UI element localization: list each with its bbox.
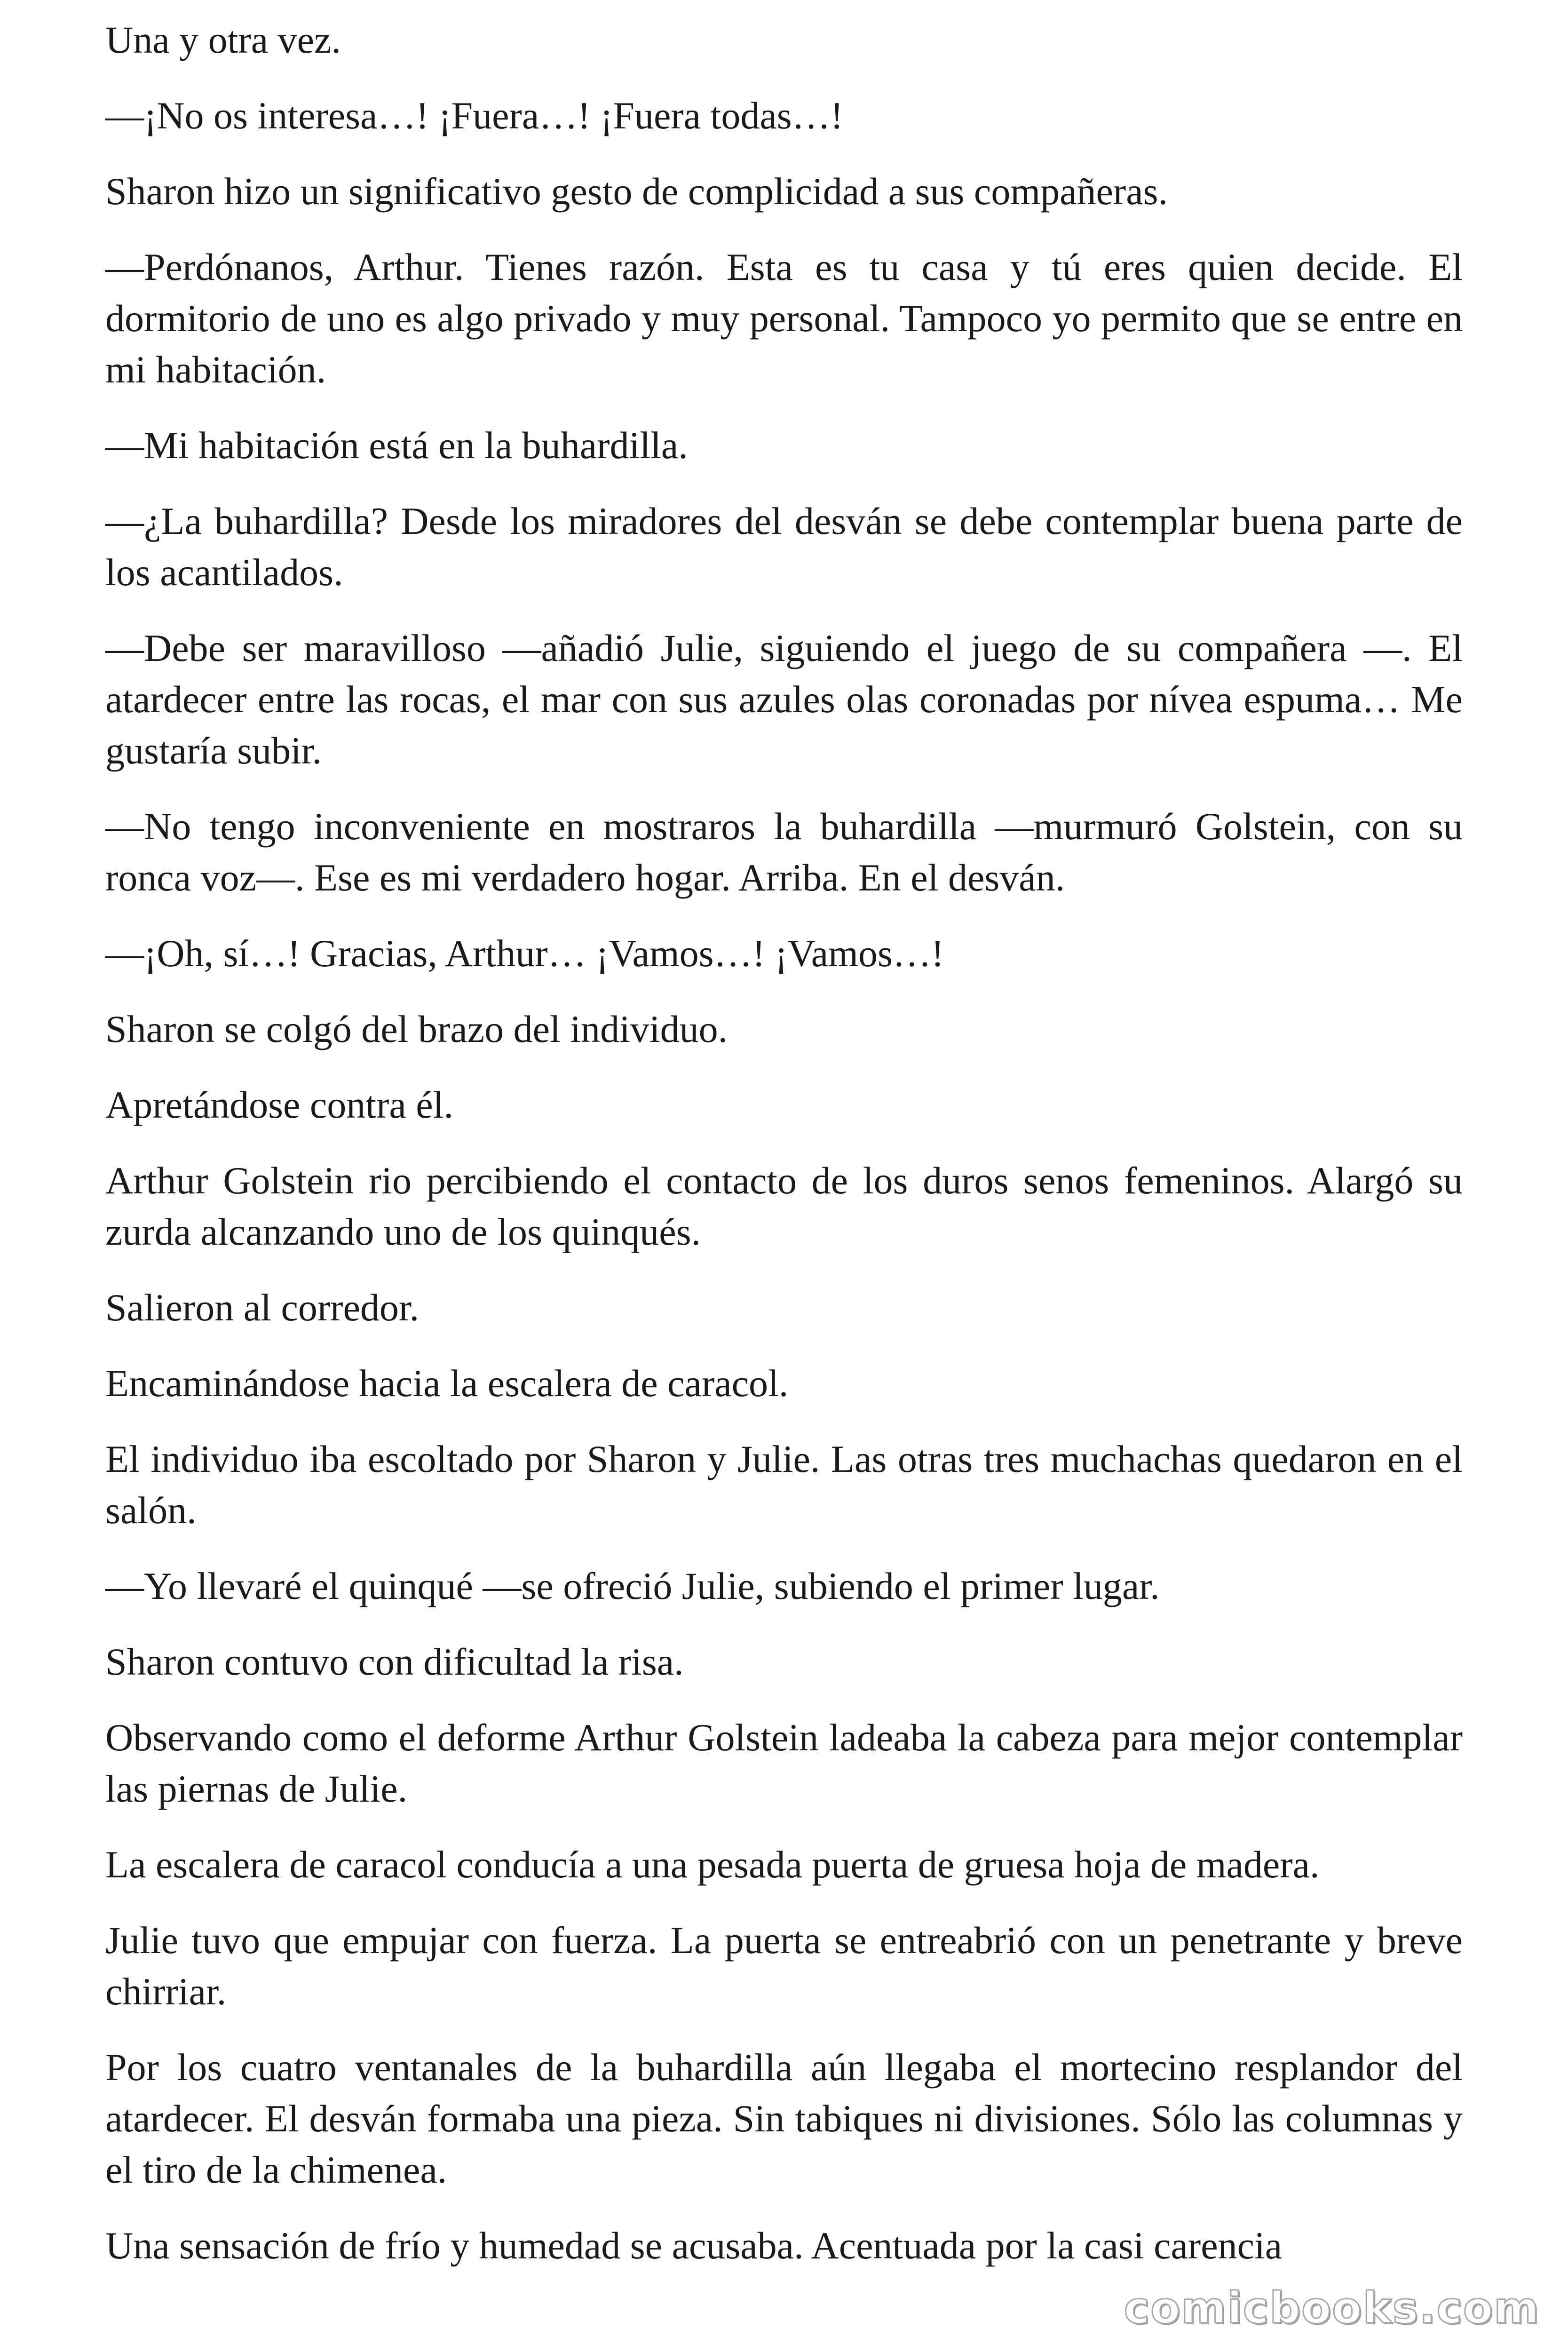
paragraph: —¿La buhardilla? Desde los miradores del desván se debe contemplar buena parte de los acantilados. <box>105 500 1463 594</box>
paragraph: Por los cuatro ventanales de la buhardilla aún llegaba el mortecino resplandor del atardecer. El desván formaba una pieza. Sin tabiques ni divisiones. Sólo las columnas y el tiro de la chimenea. <box>105 2046 1463 2191</box>
paragraph: —No tengo inconveniente en mostraros la buhardilla —murmuró Golstein, con su ronca voz—. Ese es mi verdadero hogar. Arriba. En el desván. <box>105 805 1463 899</box>
paragraph: Julie tuvo que empujar con fuerza. La puerta se entreabrió con un penetrante y breve chirriar. <box>105 1919 1463 2013</box>
paragraph: —Perdónanos, Arthur. Tienes razón. Esta es tu casa y tú eres quien decide. El dormitorio de uno es algo privado y muy personal. Tampoco yo permito que se entre en mi habitación. <box>105 246 1463 391</box>
paragraph: —¡Oh, sí…! Gracias, Arthur… ¡Vamos…! ¡Vamos…! <box>105 932 944 975</box>
paragraph: —Mi habitación está en la buhardilla. <box>105 424 688 467</box>
paragraph: Sharon hizo un significativo gesto de complicidad a sus compañeras. <box>105 170 1168 213</box>
paragraph: —¡No os interesa…! ¡Fuera…! ¡Fuera todas…! <box>105 94 843 137</box>
paragraph: Apretándose contra él. <box>105 1083 453 1126</box>
paragraph: Encaminándose hacia la escalera de caracol. <box>105 1362 789 1405</box>
paragraph: Arthur Golstein rio percibiendo el contacto de los duros senos femeninos. Alargó su zurda alcanzando uno de los quinqués. <box>105 1159 1463 1253</box>
paragraph: Sharon se colgó del brazo del individuo. <box>105 1008 728 1050</box>
paragraph: Una sensación de frío y humedad se acusaba. Acentuada por la casi carencia <box>105 2224 1283 2267</box>
paragraph: —Yo llevaré el quinqué —se ofreció Julie, subiendo el primer lugar. <box>105 1565 1160 1607</box>
paragraph: Salieron al corredor. <box>105 1286 420 1329</box>
paragraph: El individuo iba escoltado por Sharon y Julie. Las otras tres muchachas quedaron en el salón. <box>105 1438 1463 1532</box>
paragraph: Una y otra vez. <box>105 18 341 61</box>
paragraph: —Debe ser maravilloso —añadió Julie, siguiendo el juego de su compañera —. El atardecer entre las rocas, el mar con sus azules olas coronadas por nívea espuma… Me gustaría subir. <box>105 627 1463 772</box>
paragraph: Sharon contuvo con dificultad la risa. <box>105 1640 684 1683</box>
watermark-logo: comicbooks.com <box>1124 2283 1540 2333</box>
paragraph: La escalera de caracol conducía a una pesada puerta de gruesa hoja de madera. <box>105 1843 1320 1886</box>
paragraph: Observando como el deforme Arthur Golstein ladeaba la cabeza para mejor contemplar las piernas de Julie. <box>105 1716 1463 1810</box>
document-page <box>105 14 1463 2271</box>
